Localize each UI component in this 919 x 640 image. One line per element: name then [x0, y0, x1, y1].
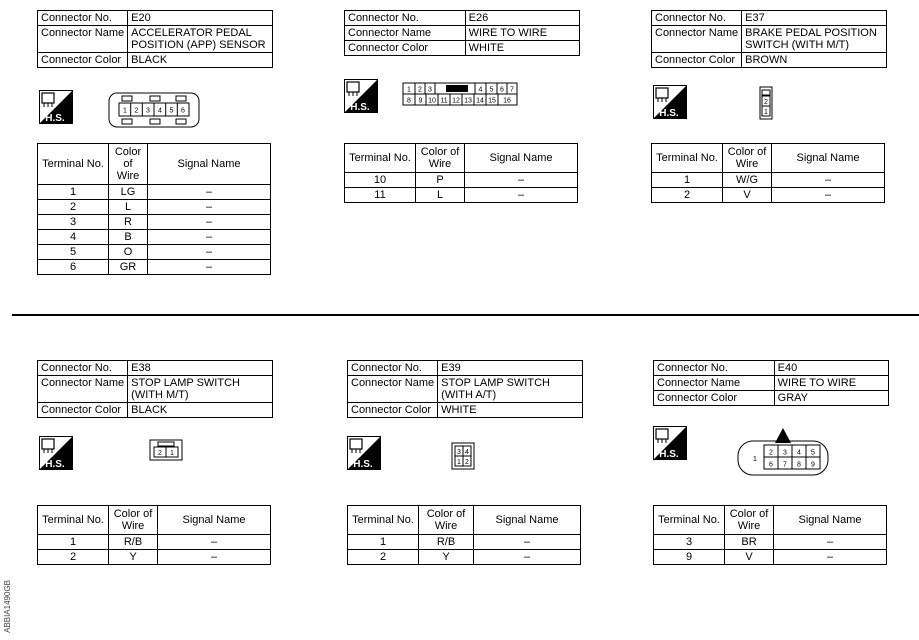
harness-side-icon: [39, 90, 73, 124]
table-cell: 3: [654, 535, 725, 550]
terminal-no-header: Terminal No.: [38, 506, 109, 535]
connector-color-value: BLACK: [128, 53, 273, 68]
document-id: ABBIA1490GB: [3, 580, 12, 633]
harness-side-icon: [39, 436, 73, 470]
connector-color-label: Connector Color: [654, 391, 775, 406]
connector-face-e37: [759, 86, 773, 120]
terminal-no-header: Terminal No.: [348, 506, 419, 535]
pin-number: 8: [407, 97, 411, 105]
connector-color-label: Connector Color: [345, 41, 466, 56]
table-cell: –: [772, 173, 885, 188]
connector-no-value: E26: [465, 11, 579, 26]
table-cell: –: [465, 173, 578, 188]
connector-color-value: GRAY: [774, 391, 888, 406]
connector-no-value: E40: [774, 361, 888, 376]
hs-label: H.S.: [45, 113, 65, 124]
wire-color-header: Color of Wire: [416, 144, 465, 173]
signal-name-header: Signal Name: [774, 506, 887, 535]
connector-name-label: Connector Name: [345, 26, 466, 41]
connector-info-e38: [37, 360, 273, 418]
table-cell: 1: [348, 535, 419, 550]
pin-number: 1: [457, 459, 461, 466]
table-cell: 1: [38, 185, 109, 200]
connector-no-value: E20: [128, 11, 273, 26]
table-cell: 2: [348, 550, 419, 565]
table-cell: –: [474, 535, 581, 550]
connector-name-value: WIRE TO WIRE: [465, 26, 579, 41]
table-cell: 9: [654, 550, 725, 565]
pin-number: 16: [503, 97, 511, 105]
terminal-table-e38: [37, 505, 271, 565]
connector-face-e26: [402, 82, 518, 106]
connector-color-label: Connector Color: [38, 403, 128, 418]
terminal-table-e39: [347, 505, 581, 565]
table-cell: –: [148, 215, 271, 230]
connector-name-label: Connector Name: [654, 376, 775, 391]
table-cell: B: [109, 230, 148, 245]
table-cell: –: [474, 550, 581, 565]
table-cell: LG: [109, 185, 148, 200]
pin-number: 15: [488, 97, 496, 105]
section-divider: [12, 314, 919, 316]
hs-label: H.S.: [659, 108, 679, 119]
table-row: [38, 535, 271, 550]
table-cell: 1: [38, 535, 109, 550]
pin-number: 14: [476, 97, 484, 105]
pin-2: 2: [134, 107, 139, 115]
connector-no-value: E38: [128, 361, 273, 376]
table-row: [348, 550, 581, 565]
signal-name-header: Signal Name: [148, 144, 271, 185]
pin-number: 2: [418, 86, 422, 94]
connector-info-e20: [37, 10, 273, 68]
connector-face-e39: [451, 442, 475, 470]
pin-number: 3: [783, 449, 787, 457]
table-cell: O: [109, 245, 148, 260]
pin-number: 2: [158, 450, 162, 457]
table-cell: –: [148, 185, 271, 200]
connector-color-label: Connector Color: [38, 53, 128, 68]
connector-info-e40: [653, 360, 889, 406]
connector-color-value: BLACK: [128, 403, 273, 418]
pin-number: 4: [465, 449, 469, 456]
signal-name-header: Signal Name: [772, 144, 885, 173]
connector-no-label: Connector No.: [652, 11, 742, 26]
table-cell: 2: [652, 188, 723, 203]
table-cell: 3: [38, 215, 109, 230]
table-row: [348, 535, 581, 550]
table-row: [654, 535, 887, 550]
table-cell: Y: [109, 550, 158, 565]
table-cell: V: [725, 550, 774, 565]
connector-name-label: Connector Name: [38, 26, 128, 53]
pin-number: 3: [428, 86, 432, 94]
table-row: [652, 188, 885, 203]
pin-number: 5: [489, 86, 494, 94]
table-cell: 6: [38, 260, 109, 275]
connector-no-label: Connector No.: [654, 361, 775, 376]
wire-color-header: Color of Wire: [725, 506, 774, 535]
connector-color-value: WHITE: [465, 41, 579, 56]
table-cell: V: [723, 188, 772, 203]
connector-no-label: Connector No.: [38, 361, 128, 376]
hs-label: H.S.: [659, 449, 679, 460]
connector-no-value: E39: [438, 361, 583, 376]
table-row: [652, 173, 885, 188]
pin-number: 9: [418, 97, 423, 105]
terminal-no-header: Terminal No.: [652, 144, 723, 173]
table-cell: 1: [652, 173, 723, 188]
table-cell: L: [416, 188, 465, 203]
table-row: [38, 550, 271, 565]
connector-face-e20: [108, 92, 200, 128]
pin-5: 5: [169, 107, 174, 115]
hs-label: H.S.: [45, 459, 65, 470]
table-row: [38, 260, 271, 275]
table-row: [38, 200, 271, 215]
terminal-table-e37: [651, 143, 885, 203]
pin-number: 2: [769, 449, 773, 457]
connector-name-value: STOP LAMP SWITCH (WITH A/T): [438, 376, 583, 403]
signal-name-header: Signal Name: [465, 144, 578, 173]
pin-number: 6: [500, 86, 504, 94]
terminal-table-e20: [37, 143, 271, 275]
table-row: [38, 185, 271, 200]
connector-name-label: Connector Name: [348, 376, 438, 403]
pin-number: 4: [478, 86, 483, 94]
pin-number: 1: [170, 450, 174, 457]
pin-number: 1: [764, 109, 768, 116]
wire-color-header: Color of Wire: [419, 506, 474, 535]
pin-number: 10: [428, 97, 436, 105]
table-cell: R: [109, 215, 148, 230]
table-cell: R/B: [419, 535, 474, 550]
hs-label: H.S.: [353, 459, 373, 470]
pin-number: 3: [457, 449, 461, 456]
connector-no-value: E37: [742, 11, 887, 26]
pin-number: 6: [769, 461, 773, 469]
table-cell: R/B: [109, 535, 158, 550]
connector-info-e37: [651, 10, 887, 68]
pin-6: 6: [181, 107, 185, 115]
terminal-no-header: Terminal No.: [38, 144, 109, 185]
pin-number: 5: [811, 449, 815, 457]
pin-number: 1: [753, 456, 757, 463]
table-cell: 2: [38, 550, 109, 565]
table-cell: W/G: [723, 173, 772, 188]
pin-number: 7: [783, 461, 787, 469]
table-cell: –: [148, 200, 271, 215]
connector-info-e39: [347, 360, 583, 418]
harness-side-icon: [653, 85, 687, 119]
connector-no-label: Connector No.: [345, 11, 466, 26]
table-cell: L: [109, 200, 148, 215]
harness-side-icon: [344, 79, 378, 113]
wire-color-header: Color of Wire: [109, 506, 158, 535]
table-cell: 4: [38, 230, 109, 245]
connector-name-value: WIRE TO WIRE: [774, 376, 888, 391]
table-cell: P: [416, 173, 465, 188]
connector-info-e26: [344, 10, 580, 56]
table-cell: –: [465, 188, 578, 203]
table-cell: –: [148, 245, 271, 260]
connector-name-value: BRAKE PEDAL POSITION SWITCH (WITH M/T): [742, 26, 887, 53]
signal-name-header: Signal Name: [158, 506, 271, 535]
table-row: [345, 173, 578, 188]
hs-label: H.S.: [350, 102, 370, 113]
pin-number: 1: [407, 86, 411, 94]
table-cell: Y: [419, 550, 474, 565]
pin-number: 2: [764, 99, 768, 106]
table-row: [38, 215, 271, 230]
connector-no-label: Connector No.: [38, 11, 128, 26]
table-cell: 2: [38, 200, 109, 215]
table-row: [654, 550, 887, 565]
connector-color-value: WHITE: [438, 403, 583, 418]
pin-number: 8: [797, 461, 801, 469]
table-cell: –: [774, 535, 887, 550]
pin-number: 2: [465, 459, 469, 466]
connector-face-e40: [736, 425, 830, 477]
harness-side-icon: [347, 436, 381, 470]
table-row: [38, 245, 271, 260]
pin-number: 4: [797, 449, 801, 457]
connector-face-e38: [149, 439, 183, 461]
table-cell: BR: [725, 535, 774, 550]
connector-color-label: Connector Color: [652, 53, 742, 68]
pin-1: 1: [123, 107, 127, 115]
connector-color-label: Connector Color: [348, 403, 438, 418]
connector-name-value: ACCELERATOR PEDAL POSITION (APP) SENSOR: [128, 26, 273, 53]
table-cell: GR: [109, 260, 148, 275]
terminal-no-header: Terminal No.: [654, 506, 725, 535]
pin-number: 13: [464, 97, 472, 105]
connector-color-value: BROWN: [742, 53, 887, 68]
pin-number: 7: [510, 86, 514, 94]
table-cell: –: [148, 260, 271, 275]
table-cell: –: [158, 550, 271, 565]
wire-color-header: Color of Wire: [723, 144, 772, 173]
pin-4: 4: [158, 107, 162, 115]
connector-name-value: STOP LAMP SWITCH (WITH M/T): [128, 376, 273, 403]
table-cell: 11: [345, 188, 416, 203]
terminal-table-e26: [344, 143, 578, 203]
connector-name-label: Connector Name: [652, 26, 742, 53]
connector-no-label: Connector No.: [348, 361, 438, 376]
table-cell: –: [158, 535, 271, 550]
pin-3: 3: [146, 107, 150, 115]
signal-name-header: Signal Name: [474, 506, 581, 535]
table-cell: –: [772, 188, 885, 203]
pin-number: 12: [452, 97, 460, 105]
table-row: [345, 188, 578, 203]
terminal-table-e40: [653, 505, 887, 565]
harness-side-icon: [653, 426, 687, 460]
table-cell: 10: [345, 173, 416, 188]
table-cell: –: [148, 230, 271, 245]
terminal-no-header: Terminal No.: [345, 144, 416, 173]
table-row: [38, 230, 271, 245]
pin-number: 11: [440, 97, 448, 105]
table-cell: 5: [38, 245, 109, 260]
pin-number: 9: [811, 461, 815, 469]
table-cell: –: [774, 550, 887, 565]
wire-color-header: Color of Wire: [109, 144, 148, 185]
connector-name-label: Connector Name: [38, 376, 128, 403]
